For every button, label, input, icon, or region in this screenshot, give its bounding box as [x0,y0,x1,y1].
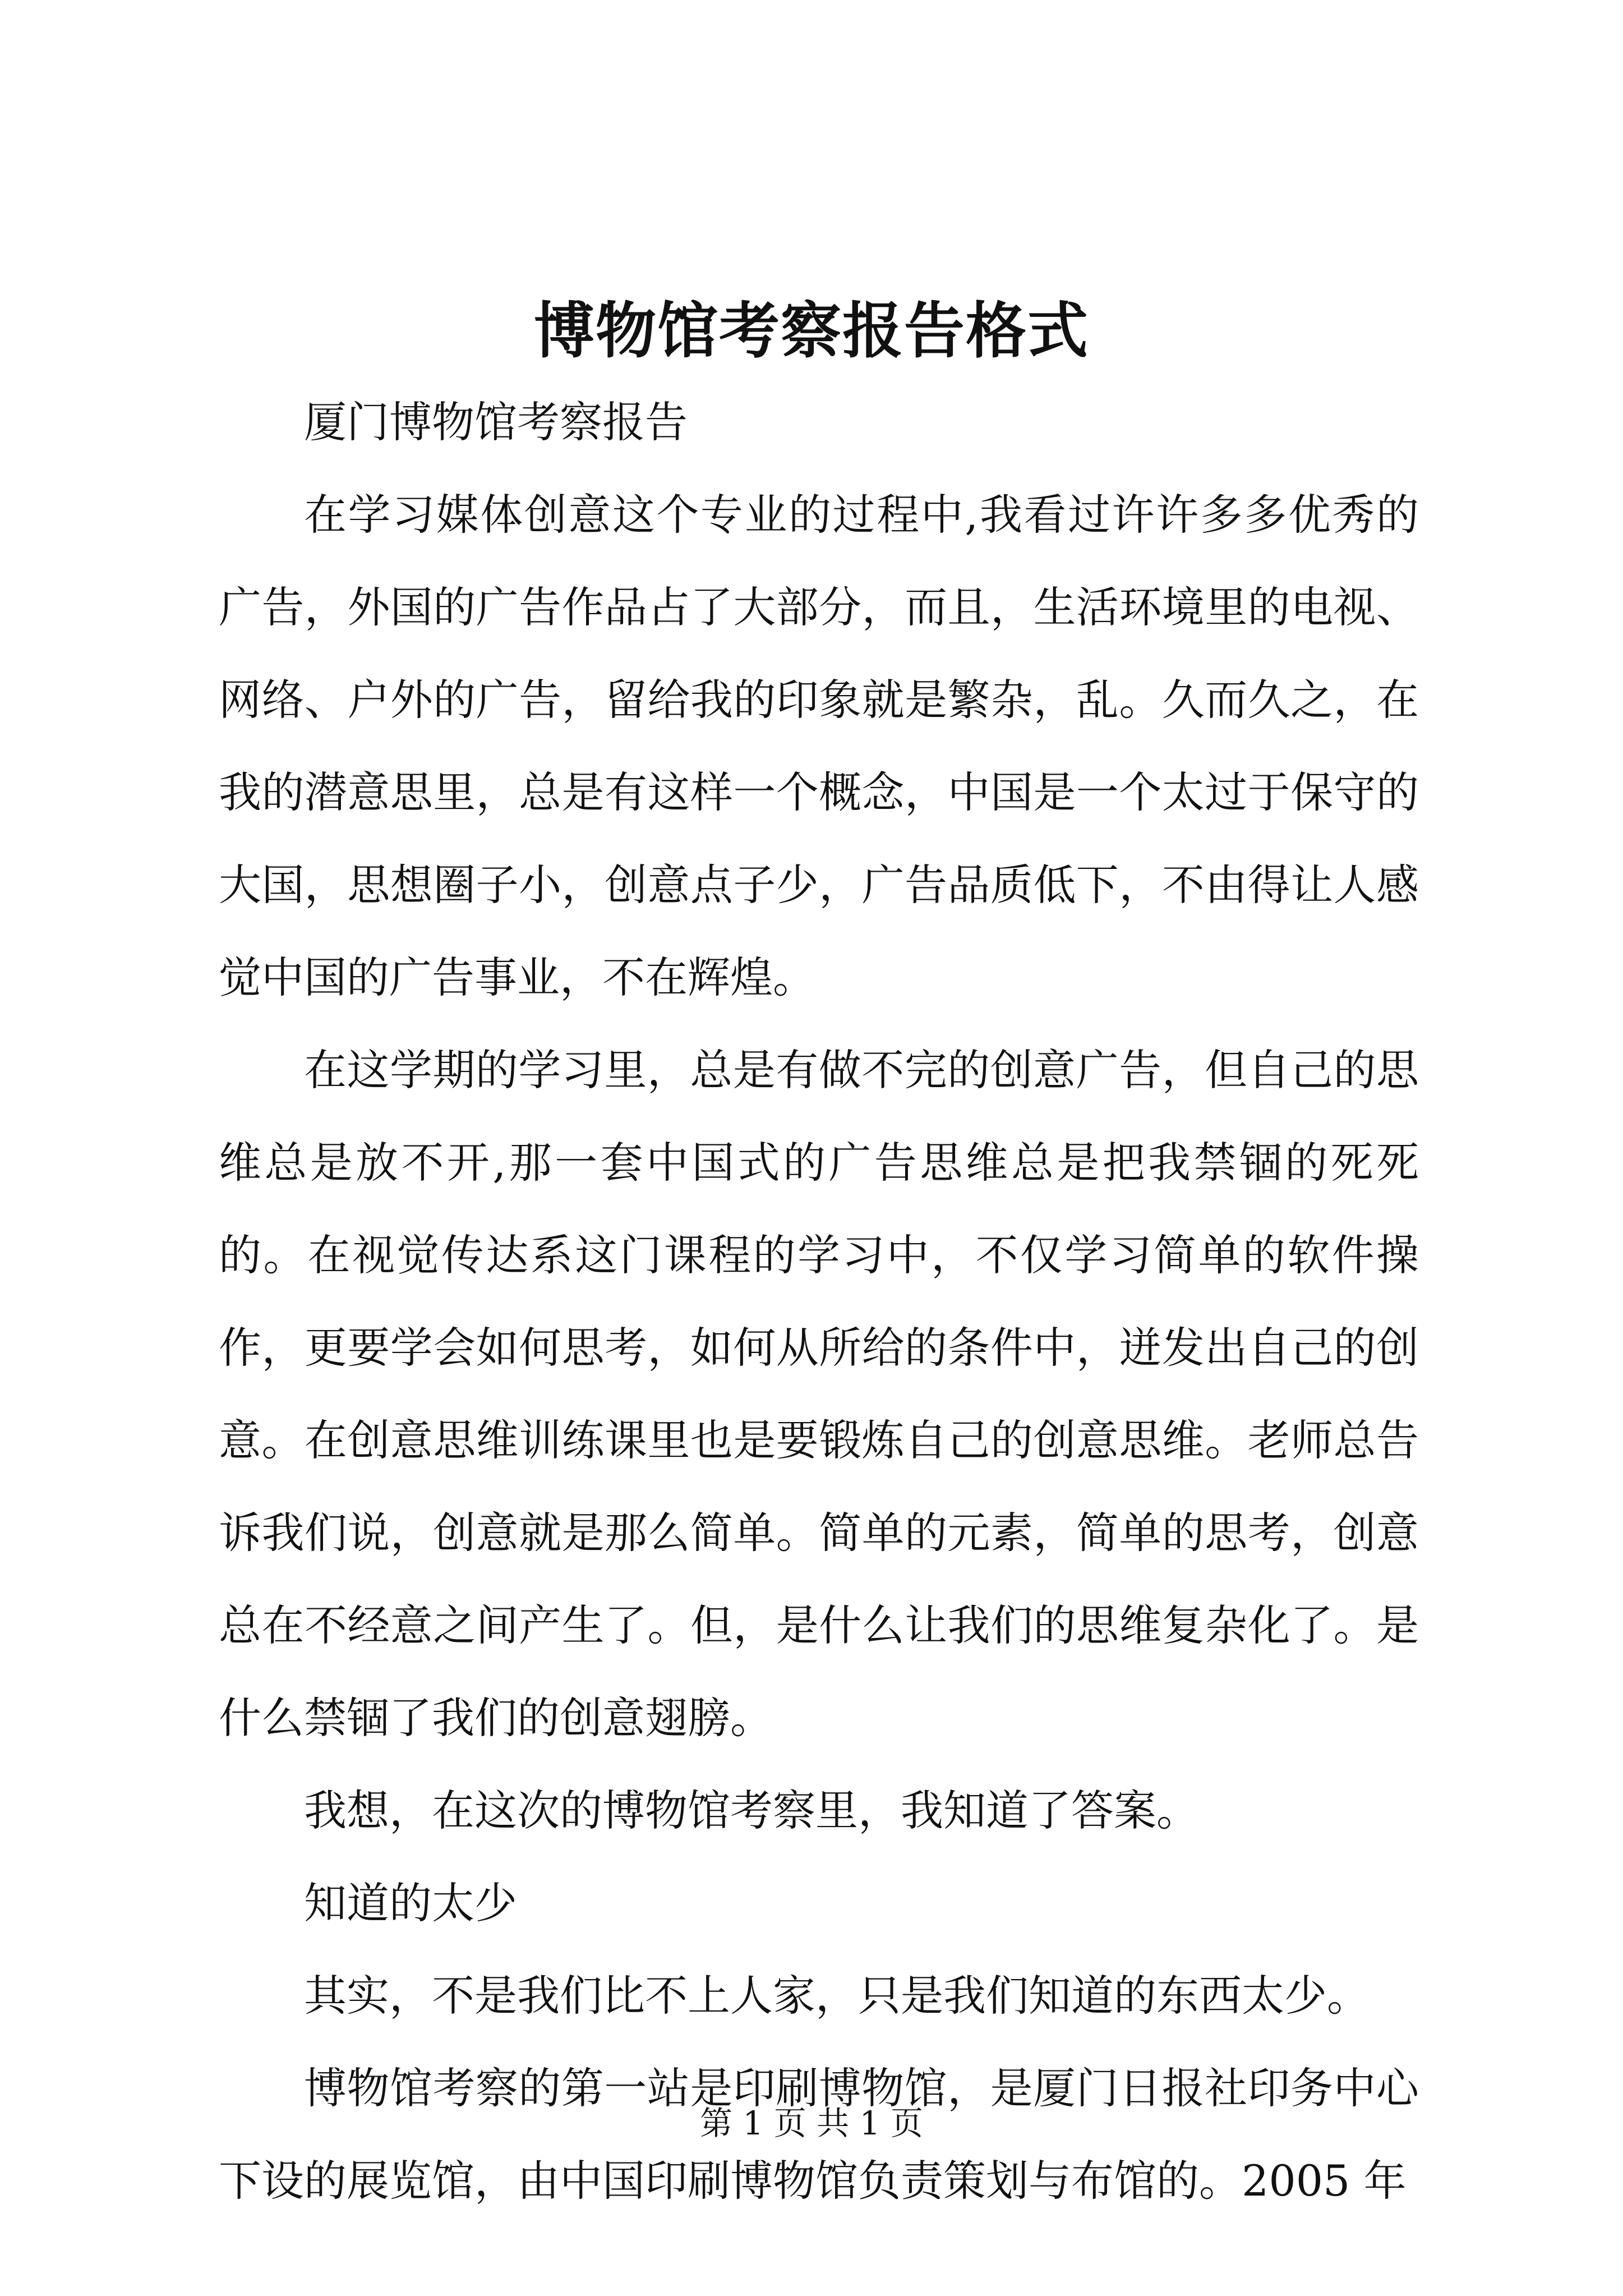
paragraph-subtitle: 厦门博物馆考察报告 [304,397,688,447]
paragraph-intro: 在学习媒体创意这个专业的过程中,我看过许许多多优秀的广告，外国的广告作品占了大部分，而且，生活环境里的电视、网络、户外的广告，留给我的印象就是繁杂，乱。久而久之，在我的潜意思里，总是有这样一个概念，中国是一个太过于保守的大国，思想圈子小，创意点子少，广告品质低下，不由得让人感觉中国的广告事业，不在辉煌。 [219,490,1419,1002]
document-body [219,376,1419,2227]
page-footer: 第 1 页 共 1 页 [700,2104,923,2142]
paragraph-museum: 博物馆考察的第一站是印刷博物馆，是厦门日报社印务中心下设的展览馆，由中国印刷博物馆负责策划与布馆的。2005 年 [219,2063,1419,2206]
document-title: 博物馆考察报告格式 [533,296,1089,366]
paragraph-study: 在这学期的学习里，总是有做不完的创意广告，但自己的思维总是放不开,那一套中国式的广告思维总是把我禁锢的死死的。在视觉传达系这门课程的学习中，不仅学习简单的软件操作，更要学会如何思考，如何从所给的条件中，迸发出自己的创意。在创意思维训练课里也是要锻炼自己的创意思维。老师总告诉我们说，创意就是那么简单。简单的元素，简单的思考，创意总在不经意之间产生了。但，是什么让我们的思维复杂化了。是什么禁锢了我们的创意翅膀。 [219,1045,1419,1743]
section-heading: 知道的太少 [304,1878,517,1928]
paragraph-answer: 我想，在这次的博物馆考察里，我知道了答案。 [304,1786,1199,1835]
paragraph-knowledge: 其实，不是我们比不上人家，只是我们知道的东西太少。 [304,1971,1370,2021]
